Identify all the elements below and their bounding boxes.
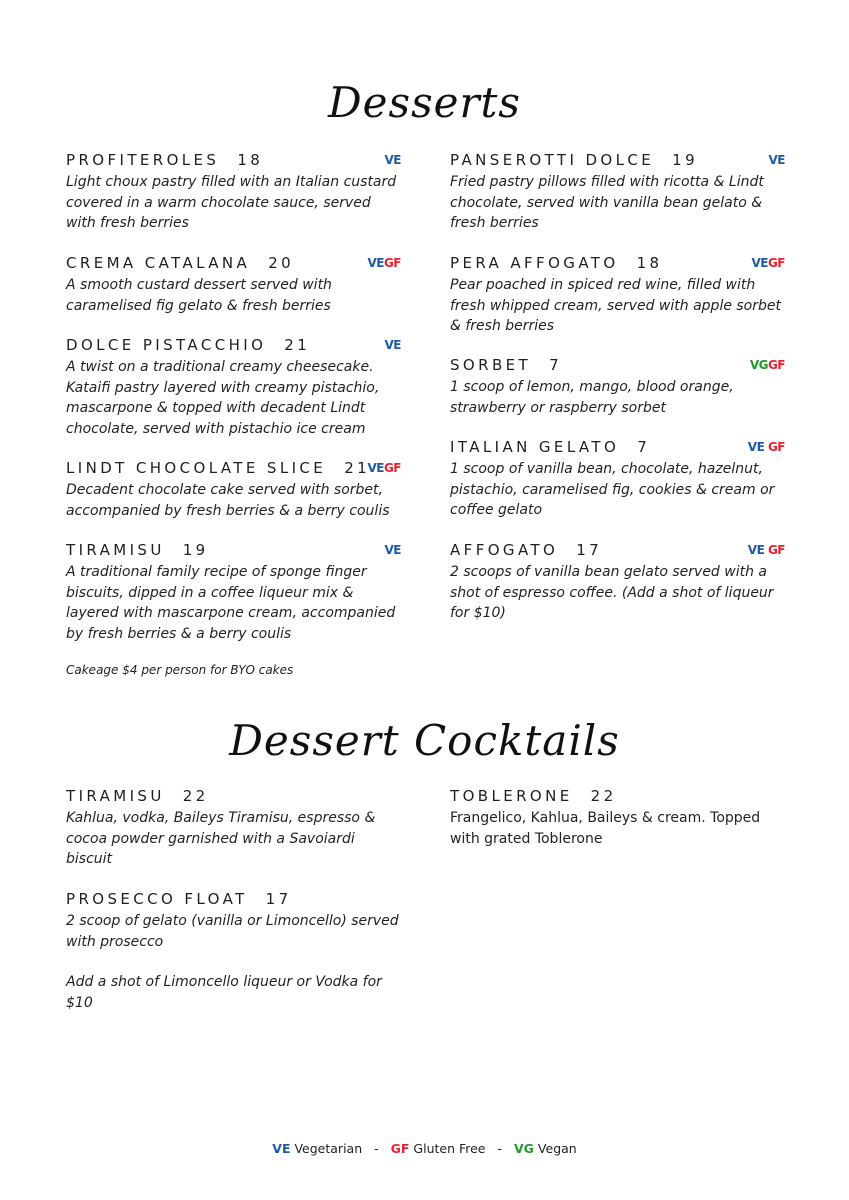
- menu-item: [66, 540, 401, 644]
- vg-code: VG: [514, 1141, 534, 1156]
- menu-item: [450, 437, 785, 521]
- item-description: Kahlua, vodka, Baileys Tiramisu, espresso & cocoa powder garnished with a Savoiardi biscuit: [66, 810, 376, 867]
- diet-tags: [367, 254, 401, 272]
- ve-tag: VE: [367, 461, 384, 475]
- item-name: PANSEROTTI DOLCE: [450, 151, 655, 169]
- vg-tag: VG: [749, 358, 768, 372]
- item-description: 1 scoop of vanilla bean, chocolate, hazelnut, pistachio, caramelised fig, cookies & cream or coffee gelato: [450, 461, 775, 518]
- gf-tag: GF: [767, 543, 785, 557]
- diet-tags: [385, 541, 401, 559]
- item-description: 2 scoop of gelato (vanilla or Limoncello) served with prosecco: [66, 913, 399, 950]
- dietary-legend: [0, 1141, 849, 1156]
- item-price: 21: [344, 459, 371, 477]
- legend-separator: -: [497, 1141, 503, 1156]
- diet-tags: [385, 151, 401, 169]
- item-description: A smooth custard dessert served with caramelised fig gelato & fresh berries: [66, 277, 332, 314]
- menu-item: [450, 150, 785, 234]
- diet-tags: [748, 541, 785, 559]
- menu-item: [450, 253, 785, 337]
- item-name: PROFITEROLES: [66, 151, 220, 169]
- diet-tags: [751, 254, 785, 272]
- item-name: DOLCE PISTACCHIO: [66, 336, 267, 354]
- diet-tags: [367, 459, 401, 477]
- ve-tag: VE: [747, 543, 765, 557]
- vg-label: Vegan: [537, 1141, 577, 1156]
- ve-code: VE: [272, 1141, 291, 1156]
- item-price: 7: [549, 356, 563, 374]
- item-description: Frangelico, Kahlua, Baileys & cream. Topped with grated Toblerone: [450, 810, 761, 847]
- item-name: SORBET: [450, 356, 532, 374]
- item-price: 21: [284, 336, 311, 354]
- item-description: A traditional family recipe of sponge finger biscuits, dipped in a coffee liqueur mix & layered with mascarpone cream, accompanied by fresh berries & a berry coulis: [66, 564, 396, 642]
- diet-tags: [769, 151, 785, 169]
- cakeage-note: Cakeage $4 per person for BYO cakes: [66, 663, 294, 677]
- item-price: 22: [590, 787, 617, 805]
- item-price: 7: [637, 438, 651, 456]
- item-name: PERA AFFOGATO: [450, 254, 619, 272]
- ve-tag: VE: [768, 153, 785, 167]
- item-price: 19: [182, 541, 209, 559]
- item-name: LINDT CHOCOLATE SLICE: [66, 459, 327, 477]
- menu-item: [66, 150, 401, 234]
- menu-item: [66, 786, 401, 870]
- ve-tag: VE: [384, 153, 401, 167]
- gf-label: Gluten Free: [413, 1141, 486, 1156]
- desserts-title: Desserts: [327, 78, 521, 127]
- gf-tag: GF: [767, 440, 785, 454]
- menu-item: [450, 355, 785, 418]
- gf-tag: GF: [767, 256, 785, 270]
- item-name: PROSECCO FLOAT: [66, 890, 248, 908]
- item-name: ITALIAN GELATO: [450, 438, 620, 456]
- item-name: TIRAMISU: [66, 787, 165, 805]
- item-description: Pear poached in spiced red wine, filled with fresh whipped cream, served with apple sorbet & fresh berries: [450, 277, 781, 334]
- dessert-cocktails-title: Dessert Cocktails: [229, 716, 620, 765]
- ve-label: Vegetarian: [294, 1141, 363, 1156]
- menu-item: [66, 889, 401, 952]
- item-price: 22: [182, 787, 209, 805]
- gf-code: GF: [390, 1141, 410, 1156]
- item-name: TOBLERONE: [450, 787, 573, 805]
- gf-tag: GF: [383, 256, 401, 270]
- menu-item: [450, 786, 785, 849]
- item-description: 2 scoops of vanilla bean gelato served with a shot of espresso coffee. (Add a shot of liqueur for $10): [450, 564, 774, 621]
- item-description: 1 scoop of lemon, mango, blood orange, strawberry or raspberry sorbet: [450, 379, 734, 416]
- gf-tag: GF: [383, 461, 401, 475]
- item-name: AFFOGATO: [450, 541, 559, 559]
- item-description: Light choux pastry filled with an Italian custard covered in a warm chocolate sauce, served with fresh berries: [66, 174, 397, 231]
- menu-item: [66, 458, 401, 521]
- item-description: A twist on a traditional creamy cheesecake. Kataifi pastry layered with creamy pistachio, mascarpone & topped with decadent Lindt chocolate, served with pistachio ice cream: [66, 359, 380, 437]
- item-price: 20: [268, 254, 295, 272]
- ve-tag: VE: [367, 256, 384, 270]
- item-price: 18: [636, 254, 663, 272]
- diet-tags: [748, 438, 785, 456]
- menu-item: [66, 253, 401, 316]
- ve-tag: VE: [384, 338, 401, 352]
- menu-item: [450, 540, 785, 624]
- item-name: TIRAMISU: [66, 541, 165, 559]
- ve-tag: VE: [751, 256, 768, 270]
- item-description: Fried pastry pillows filled with ricotta & Lindt chocolate, served with vanilla bean gelato & fresh berries: [450, 174, 764, 231]
- gf-tag: GF: [767, 358, 785, 372]
- item-name: CREMA CATALANA: [66, 254, 251, 272]
- diet-tags: [385, 336, 401, 354]
- item-price: 17: [265, 890, 292, 908]
- item-description: Decadent chocolate cake served with sorbet, accompanied by fresh berries & a berry coulis: [66, 482, 390, 519]
- legend-separator: -: [374, 1141, 379, 1156]
- ve-tag: VE: [747, 440, 765, 454]
- item-price: 19: [672, 151, 699, 169]
- diet-tags: [750, 356, 785, 374]
- liqueur-addon-note: Add a shot of Limoncello liqueur or Vodka for $10: [66, 974, 382, 1011]
- item-price: 18: [237, 151, 264, 169]
- item-price: 17: [576, 541, 603, 559]
- menu-item: [66, 335, 401, 439]
- ve-tag: VE: [384, 543, 401, 557]
